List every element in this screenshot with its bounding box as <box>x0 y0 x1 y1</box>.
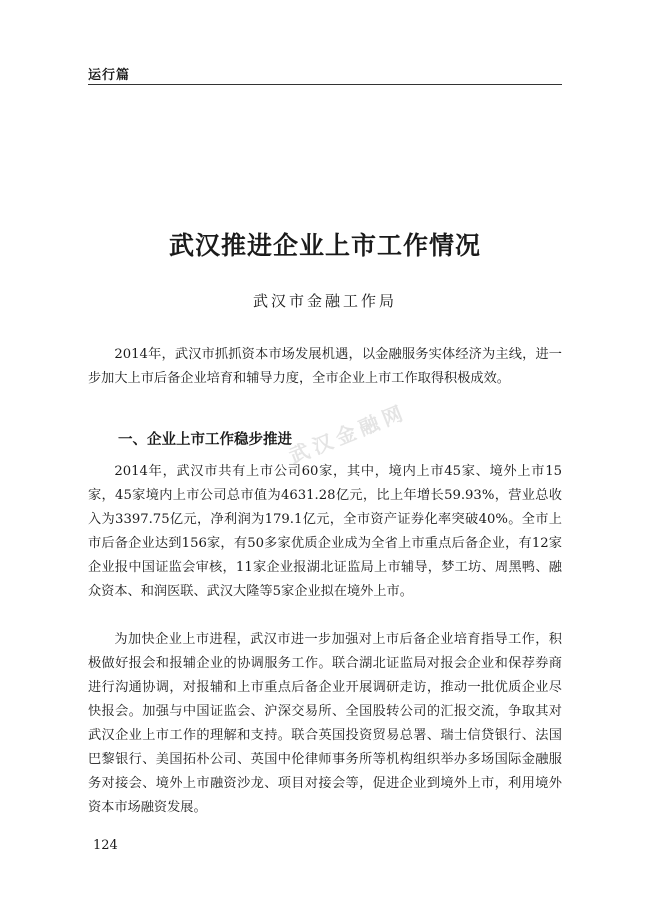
intro-paragraph: 2014年，武汉市抓抓资本市场发展机遇，以金融服务实体经济为主线，进一步加大上市后备企业培育和辅导力度，全市企业上市工作取得积极成效。 <box>88 347 562 386</box>
body-paragraph: 为加快企业上市进程，武汉市进一步加强对上市后备企业培育指导工作，积极做好报会和报辅企业的协调服务工作。联合湖北证监局对报会企业和保荐券商进行沟通协调，对报辅和上市重点后备企业开展调研走访，推动一批优质企业尽快报会。加强与中国证监会、沪深交易所、全国股转公司的汇报交流，争取其对武汉企业上市工作的理解和支持。联合英国投资贸易总署、瑞士信贷银行、法国巴黎银行、美国拓朴公司、英国中伦律师事务所等机构组织举办多场国际金融服务对接会、境外上市融资沙龙、项目对接会等，促进企业到境外上市，利用境外资本市场融资发展。 <box>88 632 562 815</box>
running-header: 运行篇 <box>88 68 131 83</box>
watermark-logo: 武汉金融网 <box>285 399 411 469</box>
article-author: 武汉市金融工作局 <box>252 292 397 310</box>
section-heading: 一、企业上市工作稳步推进 <box>118 432 292 448</box>
page-number: 124 <box>93 838 118 853</box>
header-divider <box>88 84 562 85</box>
article-title: 武汉推进企业上市工作情况 <box>168 231 481 260</box>
body-paragraph: 2014年，武汉市共有上市公司60家，其中，境内上市45家、境外上市15家，45家境内上市公司总市值为4631.28亿元，比上年增长59.93%，营业总收入为3397.75亿元，净利润为179.1亿元，全市资产证券化率突破40%。全市上市后备企业达到156家，有50多家优质企业成为全省上市重点后备企业，有12家企业报中国证监会审核，11家企业报湖北证监局上市辅导，梦工坊、周黑鸭、融众资本、和润医联、武汉大隆等5家企业拟在境外上市。 <box>88 464 562 599</box>
